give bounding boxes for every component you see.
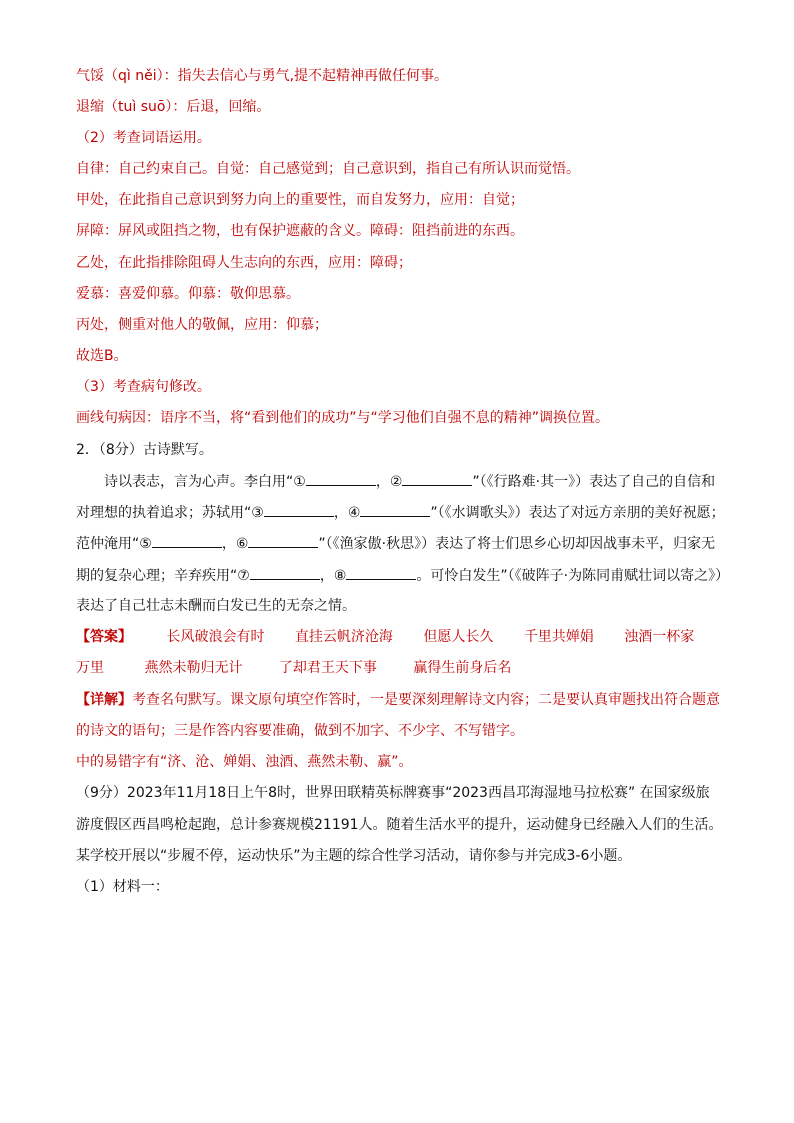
detail-line-3: 中的易错字有“济、沧、婵娟、浊酒、燕然未勒、赢”。 xyxy=(76,754,413,770)
poem-l1b: ， xyxy=(375,474,390,490)
q3main-line-4: （1）材料一： xyxy=(76,879,169,895)
blank-num-5: ⑤ xyxy=(139,536,152,552)
detail-line-1 xyxy=(76,690,754,710)
answer-item-3: 但愿人长久 xyxy=(423,629,494,645)
blank-num-6: ⑥ xyxy=(235,536,249,552)
answer-item-2: 直挂云帆济沧海 xyxy=(294,629,393,645)
answer-line-2 xyxy=(76,658,754,678)
q2-pingzhang: 屏障：屏风或阻挡之物，也有保护遮蔽的含义。障碍：阻挡前进的东西。 xyxy=(76,223,524,239)
blank-num-1: ① xyxy=(293,474,306,490)
blank-num-2: ② xyxy=(389,474,403,490)
blank-num-4: ④ xyxy=(347,505,361,521)
q3main-line-3: 某学校开展以“步履不停，运动快乐”为主题的综合性学习活动，请你参与并完成3-6小题。 xyxy=(76,848,632,864)
q2-bing: 丙处，侧重对他人的敬佩，应用：仰慕； xyxy=(76,317,328,333)
q3-reason: 画线句病因：语序不当，将“看到他们的成功”与“学习他们自强不息的精神”调换位置。 xyxy=(76,410,610,426)
answer-item-4: 千里共婵娟 xyxy=(523,629,594,645)
q3main-line-1: （9分）2023年11月18日上午8时，世界田联精英标牌赛事“2023西昌邛海湿地马拉松赛” 在国家级旅 xyxy=(76,785,710,801)
poem-l2b: ， xyxy=(333,505,348,521)
poem-l2c: ”（《水调歌头》）表达了对远方亲朋的美好祝愿； xyxy=(430,505,725,521)
q2-yi: 乙处，在此指排除阻碍人生志向的东西，应用：障碍； xyxy=(76,255,412,271)
blank-num-3: ③ xyxy=(251,505,264,521)
answer-item-6: 万里 xyxy=(76,660,104,676)
detail-text-1: 考查名句默写。课文原句填空作答时，一是要深刻理解诗文内容；二是要认真审题找出符合题意 xyxy=(132,692,720,708)
poem-l3c: ”（《渔家傲·秋思》）表达了将士们思乡心切却因战事未平，归家无 xyxy=(318,536,716,552)
q3main-line-2: 游度假区西昌鸣枪起跑，总计参赛规模21191人。随着生活水平的提升，运动健身已经融入人们的生活。 xyxy=(76,817,723,833)
poem-line-2 xyxy=(76,502,754,522)
blank-1 xyxy=(306,471,376,486)
answer-item-1: 长风破浪会有时 xyxy=(166,629,265,645)
q2-zilv: 自律：自己约束自己。自觉：自己感觉到；自己意识到，指自己有所认识而觉悟。 xyxy=(76,161,580,177)
poem-line-5: 表达了自己壮志未酬而白发已生的无奈之情。 xyxy=(76,598,356,614)
poem-heading: 2．（8分）古诗默写。 xyxy=(76,442,213,458)
poem-l1c: ”（《行路难·其一》）表达了自己的自信和 xyxy=(472,474,716,490)
blank-6 xyxy=(248,533,318,548)
q2-heading: （2）考查词语运用。 xyxy=(76,130,211,146)
blank-2 xyxy=(402,471,472,486)
poem-l4a: 期的复杂心理；辛弃疾用“ xyxy=(76,568,238,584)
answer-item-7: 燕然未勒归无计 xyxy=(144,660,243,676)
poem-l3b: ， xyxy=(221,536,236,552)
answer-item-9: 赢得生前身后名 xyxy=(413,660,512,676)
poem-line-4 xyxy=(76,565,754,585)
poem-l2a: 对理想的执着追求；苏轼用“ xyxy=(76,505,252,521)
poem-line-1 xyxy=(76,471,754,491)
blank-8 xyxy=(346,565,416,580)
q2-aimu: 爱慕：喜爱仰慕。仰慕：敬仰思慕。 xyxy=(76,286,300,302)
answer-line-1 xyxy=(76,627,754,647)
detail-line-2: 的诗文的语句；三是作答内容要准确，做到不加字、不少字、不写错字。 xyxy=(76,723,524,739)
answer-item-8: 了却君王天下事 xyxy=(278,660,377,676)
blank-3 xyxy=(264,502,334,517)
q2-jia: 甲处，在此指自己意识到努力向上的重要性，而自发努力，应用：自觉； xyxy=(76,192,524,208)
poem-l4c: 。可怜白发生”（《破阵子·为陈同甫赋壮词以寄之》） xyxy=(416,568,730,584)
def-tuisuo: 退缩（tuì suō）：后退，回缩。 xyxy=(76,99,271,115)
blank-5 xyxy=(152,533,222,548)
q3-heading: （3）考查病句修改。 xyxy=(76,379,211,395)
answer-item-5: 浊酒一杯家 xyxy=(624,629,695,645)
blank-7 xyxy=(250,565,320,580)
def-qinei: 气馁（qì něi）：指失去信心与勇气,提不起精神再做任何事。 xyxy=(76,68,449,84)
blank-num-8: ⑧ xyxy=(333,568,347,584)
poem-l4b: ， xyxy=(319,568,334,584)
q2-choice: 故选B。 xyxy=(76,348,128,364)
blank-num-7: ⑦ xyxy=(237,568,250,584)
poem-line-3 xyxy=(76,533,754,553)
detail-label: 【详解】 xyxy=(76,692,132,708)
answer-label: 【答案】 xyxy=(76,629,132,645)
poem-l3a: 范仲淹用“ xyxy=(76,536,140,552)
poem-l1a: 诗以表志，言为心声。李白用“ xyxy=(104,474,294,490)
blank-4 xyxy=(360,502,430,517)
